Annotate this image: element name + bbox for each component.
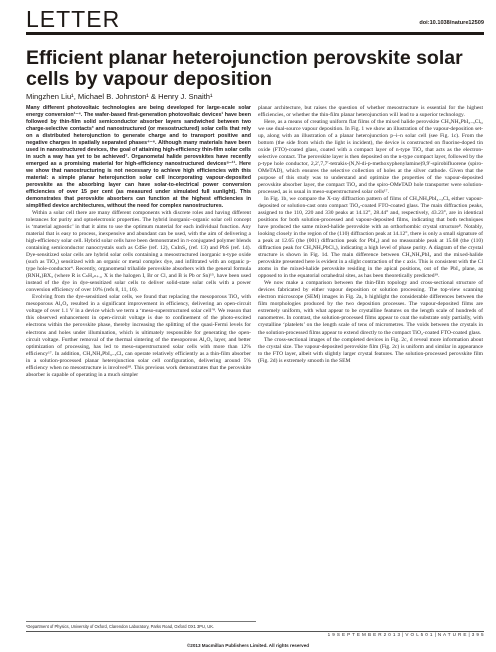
affiliation-footnote: ¹Department of Physics, University of Oxford, Clarendon Laboratory, Parks Road, Oxford OX1 3PU, UK. [26,621,256,629]
body-paragraph: In Fig. 1b, we compare the X-ray diffraction pattern of films of CH₃NH₃PbI₃₋ₓClₓ either vapour-deposited or solution-cast onto compact TiO₂-coated FTO-coated glass. The main diffraction peaks, assigned to the 110, 220 and 330 peaks at 14.12°, 28.44° and, respectively, 43.23°, are in identical positions for both solution-processed and vapour-deposited films, indicating that both techniques have produced the same mixed-halide perovskite with an orthorhombic crystal structure⁸. Notably, looking closely in the region of the (110) diffraction peak at 14.12°, there is only a small signature of a peak at 12.65 (the (001) diffraction peak for PbI₂) and no measurable peak at 15.68 (the (110) diffraction peak for CH₃NH₃PbCl₃), indicating a high level of phase purity. A diagram of the crystal structure is shown in Fig. 1d. The main difference between CH₃NH₃PbI₃ and the mixed-halide perovskite presented here is evident in a slight contraction of the c axis. This is consistent with the Cl atoms in the mixed-halide perovskite residing in the apical positions, out of the PbI₄ plane, as opposed to in the equatorial octahedral sites, as has been theoretically predicted¹⁹. [258,196,483,280]
right-column [258,105,483,365]
header-bar [26,7,484,35]
copyright-notice: ©2013 Macmillan Publishers Limited. All rights reserved [186,643,310,648]
body-paragraph: The cross-sectional images of the completed devices in Fig. 2c, d reveal more information about the crystal size. The vapour-deposited perovskite film (Fig. 2c) is uniform and similar in appearance to the FTO layer, albeit with slightly larger crystal features. The solution-processed perovskite film (Fig. 2d) is extremely smooth in the SEM [258,336,483,364]
doi-label: doi:10.1038/nature12509 [419,20,484,26]
page-footer: 1 9 S E P T E M B E R 2 0 1 3 | V O L 5 0 1 | N A T U R E | 3 9 5 [327,632,484,637]
left-column [26,105,251,379]
section-label: LETTER [26,6,121,32]
body-paragraph: Within a solar cell there are many different components with discrete roles and having different tolerances for purity and optoelectronic properties. The hybrid inorganic–organic solar cell concept is ‘material agnostic’ in that it aims to use the optimum material for each individual function. Any material that is easy to process, inexpensive and abundant can be used, with the aim of delivering a high-efficiency solar cell. Hybrid solar cells have been demonstrated in π-conjugated polymer blends containing semiconductor nanocrystals such as CdSe (ref. 12), CuInS₂ (ref. 13) and PbS (ref. 14). Dye-sensitized solar cells are hybrid solar cells containing a mesostructured inorganic n-type oxide (such as TiO₂) sensitized with an organic or metal complex dye, and infiltrated with an organic p-type hole-conductor⁴. Recently, organometal trihalide perovskite absorbers with the general formula (RNH₃)BX₃ (where R is CₙH₂ₙ₊₁, X is the halogen I, Br or Cl, and B is Pb or Sn)¹⁵, have been used instead of the dye in dye-sensitized solar cells to deliver solid-state solar cells with a power conversion efficiency of over 10% (refs 8, 11, 16). [26,210,251,294]
body-paragraph: Here, as a means of creating uniform flat films of the mixed halide perovskite CH₃NH₃PbI₃₋ₓClₓ, we use dual-source vapour deposition. In Fig. 1 we show an illustration of the vapour-deposition set-up, along with an illustration of a planar heterojunction p–i–n solar cell (see Fig. 1c). From the bottom (the side from which the light is incident), the device is constructed on fluorine-doped tin oxide (FTO)-coated glass, coated with a compact layer of n-type TiO₂ that acts as the electron-selective contact. The perovskite layer is then deposited on the n-type compact layer, followed by the p-type hole conductor, 2,2′,7,7′-tetrakis-(N,N-di-p-methoxyphenylamine)9,9′-spirobifluorene (spiro-OMeTAD), which ensures the selective collection of holes at the silver cathode. Given that the purpose of this study was to understand and optimize the properties of the vapour-deposited perovskite absorber layer, the compact TiO₂ and the spiro-OMeTAD hole transporter were solution-processed, as is usual in meso-superstructured solar cells¹⁷. [258,119,483,196]
article-title: Efficient planar heterojunction perovskite solar cells by vapour deposition [26,47,463,90]
author-list: Mingzhen Liu¹, Michael B. Johnston¹ & Henry J. Snaith¹ [26,92,213,101]
abstract-paragraph: Many different photovoltaic technologies are being developed for large-scale solar energy conversion¹⁻⁴. The wafer-based first-generation photovoltaic devices¹ have been followed by thin-film solid semiconductor absorber layers sandwiched between two charge-selective contacts³ and nanostructured (or mesostructured) solar cells that rely on a distributed heterojunction to generate charge and to transport positive and negative charges in spatially separated phases⁴⁻⁶. Although many materials have been used in nanostructured devices, the goal of attaining high-efficiency thin-film solar cells in such a way has yet to be achieved⁷. Organometal halide perovskites have recently emerged as a promising material for high-efficiency nanostructured devices⁸⁻¹¹. Here we show that nanostructuring is not necessary to achieve high efficiencies with this material: a simple planar heterojunction solar cell incorporating vapour-deposited perovskite as the absorbing layer can have solar-to-electrical power conversion efficiencies of over 15 per cent (as measured under simulated full sunlight). This demonstrates that perovskite absorbers can function at the highest efficiencies in simplified device architectures, without the need for complex nanostructures. [26,105,251,210]
body-paragraph: Evolving from the dye-sensitized solar cells, we found that replacing the mesoporous TiO₂ with mesoporous Al₂O₃ resulted in a significant improvement in efficiency, delivering an open-circuit voltage of over 1.1 V in a device which we term a ‘meso-superstructured solar cell’⁸. We reason that this observed enhancement in open-circuit voltage is due to confinement of the photo-excited electrons within the perovskite phase, thereby increasing the splitting of the quasi-Fermi levels for electrons and holes under illumination, which is ultimately responsible for generating the open-circuit voltage. Further removal of the thermal sintering of the mesoporous Al₂O₃ layer, and better optimization of processing, has led to meso-superstructured solar cells with more than 12% efficiency¹⁷. In addition, CH₃NH₃PbI₃₋ₓClₓ can operate relatively efficiently as a thin-film absorber in a solution-processed planar heterojunction solar cell configuration, delivering around 5% efficiency when no mesostructure is involved¹⁸. This previous work demonstrates that the perovskite absorber is capable of operating in a much simpler [26,294,251,378]
body-paragraph: We now make a comparison between the thin-film topology and cross-sectional structure of devices fabricated by either vapour deposition or solution processing. The top-view scanning electron microscope (SEM) images in Fig. 2a, b highlight the considerable differences between the film morphologies produced by the two deposition processes. The vapour-deposited films are extremely uniform, with what appear to be crystalline features on the length scale of hundreds of nanometres. In contrast, the solution-processed films appear to coat the substrate only partially, with crystalline ‘platelets’ on the length scale of tens of micrometres. The voids between the crystals in the solution-processed films appear to extend directly to the compact TiO₂-coated FTO-coated glass. [258,280,483,336]
body-paragraph: planar architecture, but raises the question of whether mesostructure is essential for the highest efficiencies, or whether the thin-film planar heterojunction will lead to a superior technology. [258,105,483,119]
